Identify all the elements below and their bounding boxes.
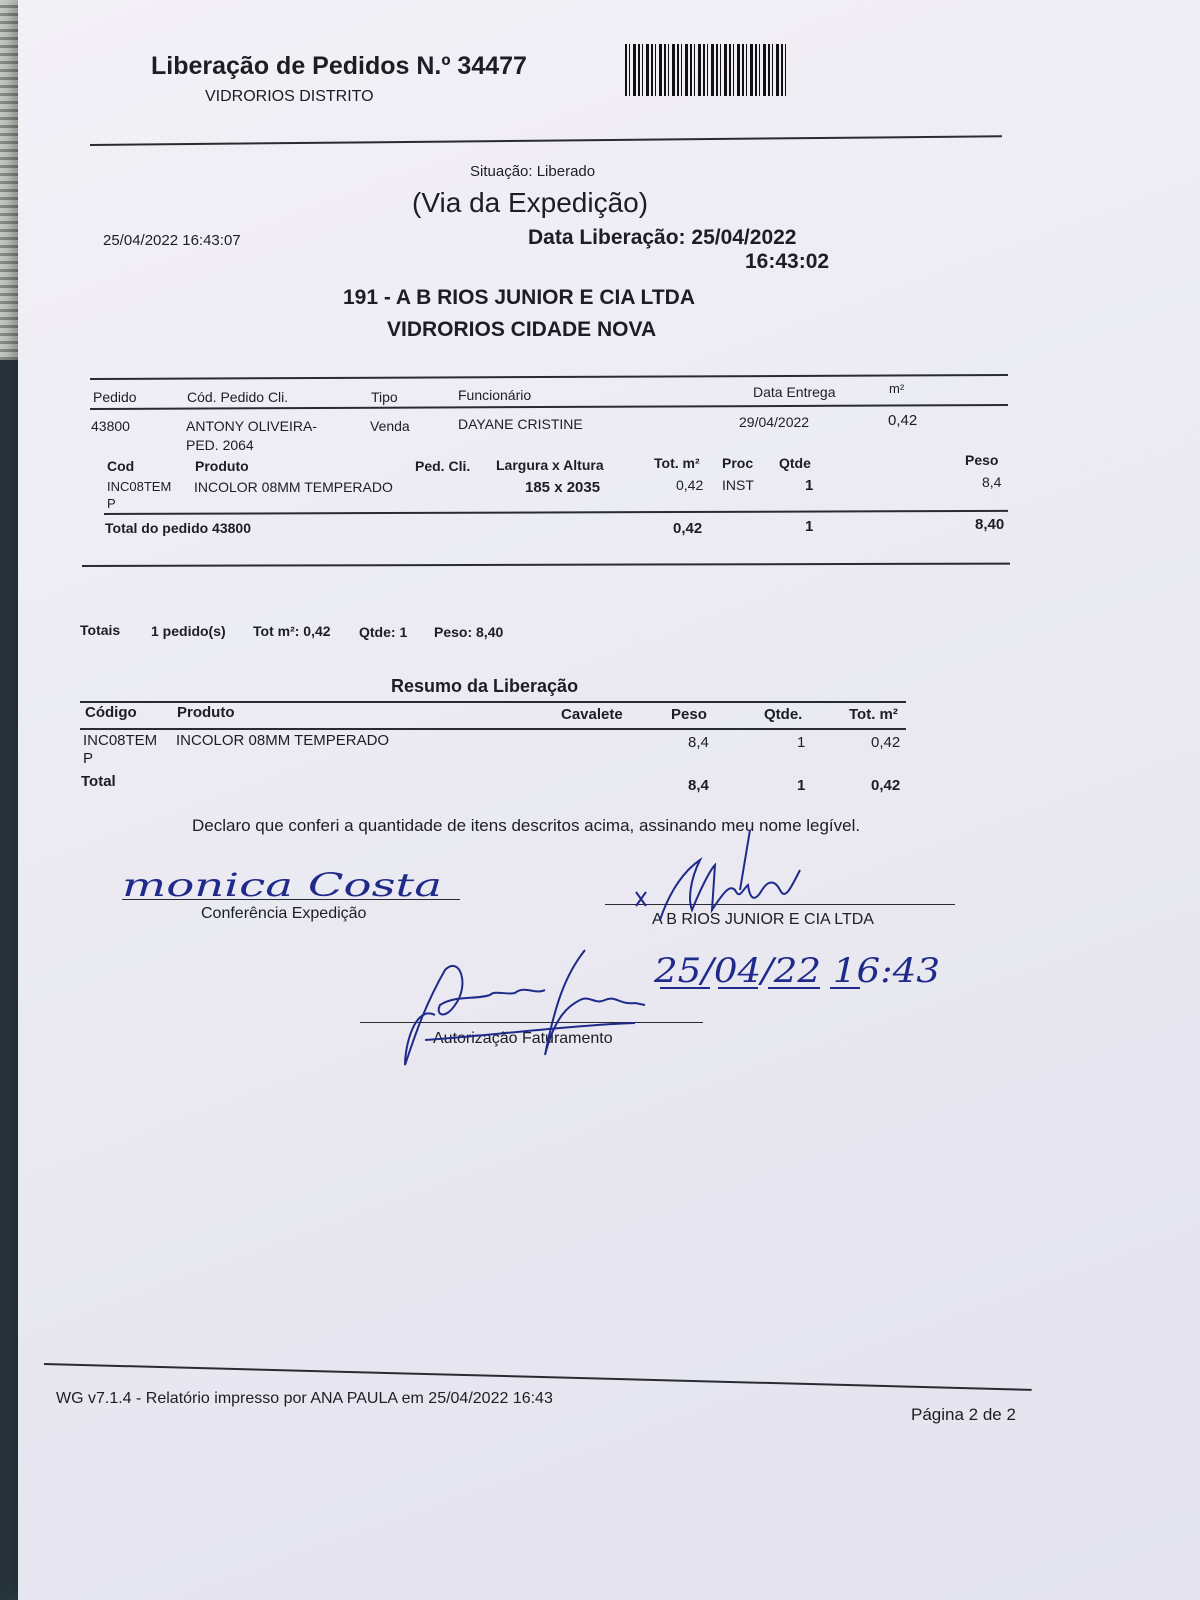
item-peso: 8,4 xyxy=(982,474,1002,490)
resumo-total-qtde: 1 xyxy=(797,777,806,794)
resumo-total-peso: 8,4 xyxy=(688,777,709,794)
totais-qtde: Qtde: 1 xyxy=(359,624,408,640)
order-funcionario: DAYANE CRISTINE xyxy=(458,416,583,432)
item-header-ped-cli: Ped. Cli. xyxy=(415,458,471,474)
handwritten-date xyxy=(650,946,950,994)
footer-printed-by: WG v7.1.4 - Relatório impresso por ANA PAULA em 25/04/2022 16:43 xyxy=(56,1390,553,1407)
col-header-m2: m² xyxy=(889,381,905,396)
order-total-peso: 8,40 xyxy=(975,516,1005,533)
item-header-produto: Produto xyxy=(195,458,249,474)
order-data-entrega: 29/04/2022 xyxy=(739,414,810,430)
conferencia-signature-text: monica Costa xyxy=(122,866,442,904)
col-header-cod-pedido-cli: Cód. Pedido Cli. xyxy=(187,389,289,405)
resumo-tot-m2: 0,42 xyxy=(871,734,901,751)
item-proc: INST xyxy=(722,477,754,493)
col-header-funcionario: Funcionário xyxy=(458,387,532,403)
data-liberacao-time: 16:43:02 xyxy=(745,250,830,273)
item-produto: INCOLOR 08MM TEMPERADO xyxy=(194,479,393,495)
col-header-data-entrega: Data Entrega xyxy=(753,384,836,400)
resumo-total-label: Total xyxy=(81,773,116,790)
order-m2: 0,42 xyxy=(888,412,918,429)
col-header-tipo: Tipo xyxy=(371,389,398,405)
totais-pedidos: 1 pedido(s) xyxy=(151,623,226,639)
order-total-qtde: 1 xyxy=(805,518,814,535)
resumo-header-codigo: Código xyxy=(85,704,137,721)
order-total-label: Total do pedido 43800 xyxy=(105,520,251,536)
print-datetime: 25/04/2022 16:43:07 xyxy=(103,232,241,249)
autorizacao-handwritten-signature xyxy=(395,945,655,1075)
resumo-title: Resumo da Liberação xyxy=(391,676,579,696)
footer-rule xyxy=(44,1363,1032,1391)
customer-name: 191 - A B RIOS JUNIOR E CIA LTDA xyxy=(343,286,695,309)
item-header-proc: Proc xyxy=(722,455,754,471)
resumo-header-qtde: Qtde. xyxy=(764,706,803,723)
header-divider xyxy=(90,135,1002,146)
totais-peso: Peso: 8,40 xyxy=(434,624,504,640)
company-name: VIDRORIOS DISTRITO xyxy=(205,88,374,105)
resumo-codigo-1: INC08TEM xyxy=(83,732,158,749)
conferencia-handwritten-signature xyxy=(118,860,463,904)
order-table-top-rule xyxy=(90,374,1008,380)
handwritten-date-text: 25/04/22 16:43 xyxy=(652,951,940,991)
item-tot-m2: 0,42 xyxy=(676,477,704,493)
document-title: Liberação de Pedidos N.º 34477 xyxy=(151,52,527,80)
col-header-pedido: Pedido xyxy=(93,389,137,405)
resumo-header-produto: Produto xyxy=(177,704,235,721)
item-dimensions: 185 x 2035 xyxy=(525,479,601,496)
resumo-header-cavalete: Cavalete xyxy=(561,706,623,723)
resumo-total-tot-m2: 0,42 xyxy=(871,777,901,794)
order-tipo: Venda xyxy=(370,418,410,434)
item-qtde: 1 xyxy=(805,477,814,494)
resumo-header-tot-m2: Tot. m² xyxy=(849,706,898,723)
conferencia-label: Conferência Expedição xyxy=(201,905,367,922)
resumo-peso: 8,4 xyxy=(688,734,709,751)
item-cod-1: INC08TEM xyxy=(107,479,172,494)
order-cod-pedido-cli-2: PED. 2064 xyxy=(186,437,254,453)
totais-tot-m2: Tot m²: 0,42 xyxy=(253,623,331,639)
barcode xyxy=(625,44,787,96)
totais-label: Totais xyxy=(80,622,121,638)
client-handwritten-signature xyxy=(630,830,810,930)
autorizacao-label: Autorização Faturamento xyxy=(433,1030,613,1047)
item-header-largura-altura: Largura x Altura xyxy=(496,457,604,473)
customer-store: VIDRORIOS CIDADE NOVA xyxy=(387,318,657,341)
situacao-label: Situação: Liberado xyxy=(470,163,596,180)
declaration-text: Declaro que conferi a quantidade de itens descritos acima, assinando meu nome legível. xyxy=(192,816,861,835)
client-signature-label: A B RIOS JUNIOR E CIA LTDA xyxy=(652,911,874,928)
footer-page-number: Página 2 de 2 xyxy=(911,1405,1016,1424)
resumo-qtde: 1 xyxy=(797,734,806,751)
data-liberacao-label: Data Liberação: 25/04/2022 xyxy=(528,226,797,249)
resumo-codigo-2: P xyxy=(83,750,94,767)
item-header-peso: Peso xyxy=(965,452,999,468)
order-total-tot-m2: 0,42 xyxy=(673,520,703,537)
item-header-qtde: Qtde xyxy=(779,455,811,471)
resumo-header-rule xyxy=(80,728,906,730)
item-cod-2: P xyxy=(107,496,116,511)
item-header-tot-m2: Tot. m² xyxy=(654,455,700,471)
resumo-produto: INCOLOR 08MM TEMPERADO xyxy=(176,732,390,749)
resumo-header-peso: Peso xyxy=(671,706,707,723)
order-cod-pedido-cli-1: ANTONY OLIVEIRA- xyxy=(186,418,317,434)
order-total-rule xyxy=(104,510,1008,515)
item-header-cod: Cod xyxy=(107,458,135,474)
resumo-top-rule xyxy=(80,701,906,703)
via-label: (Via da Expedição) xyxy=(412,187,649,218)
order-bottom-rule xyxy=(82,563,1010,567)
order-pedido: 43800 xyxy=(91,418,130,434)
